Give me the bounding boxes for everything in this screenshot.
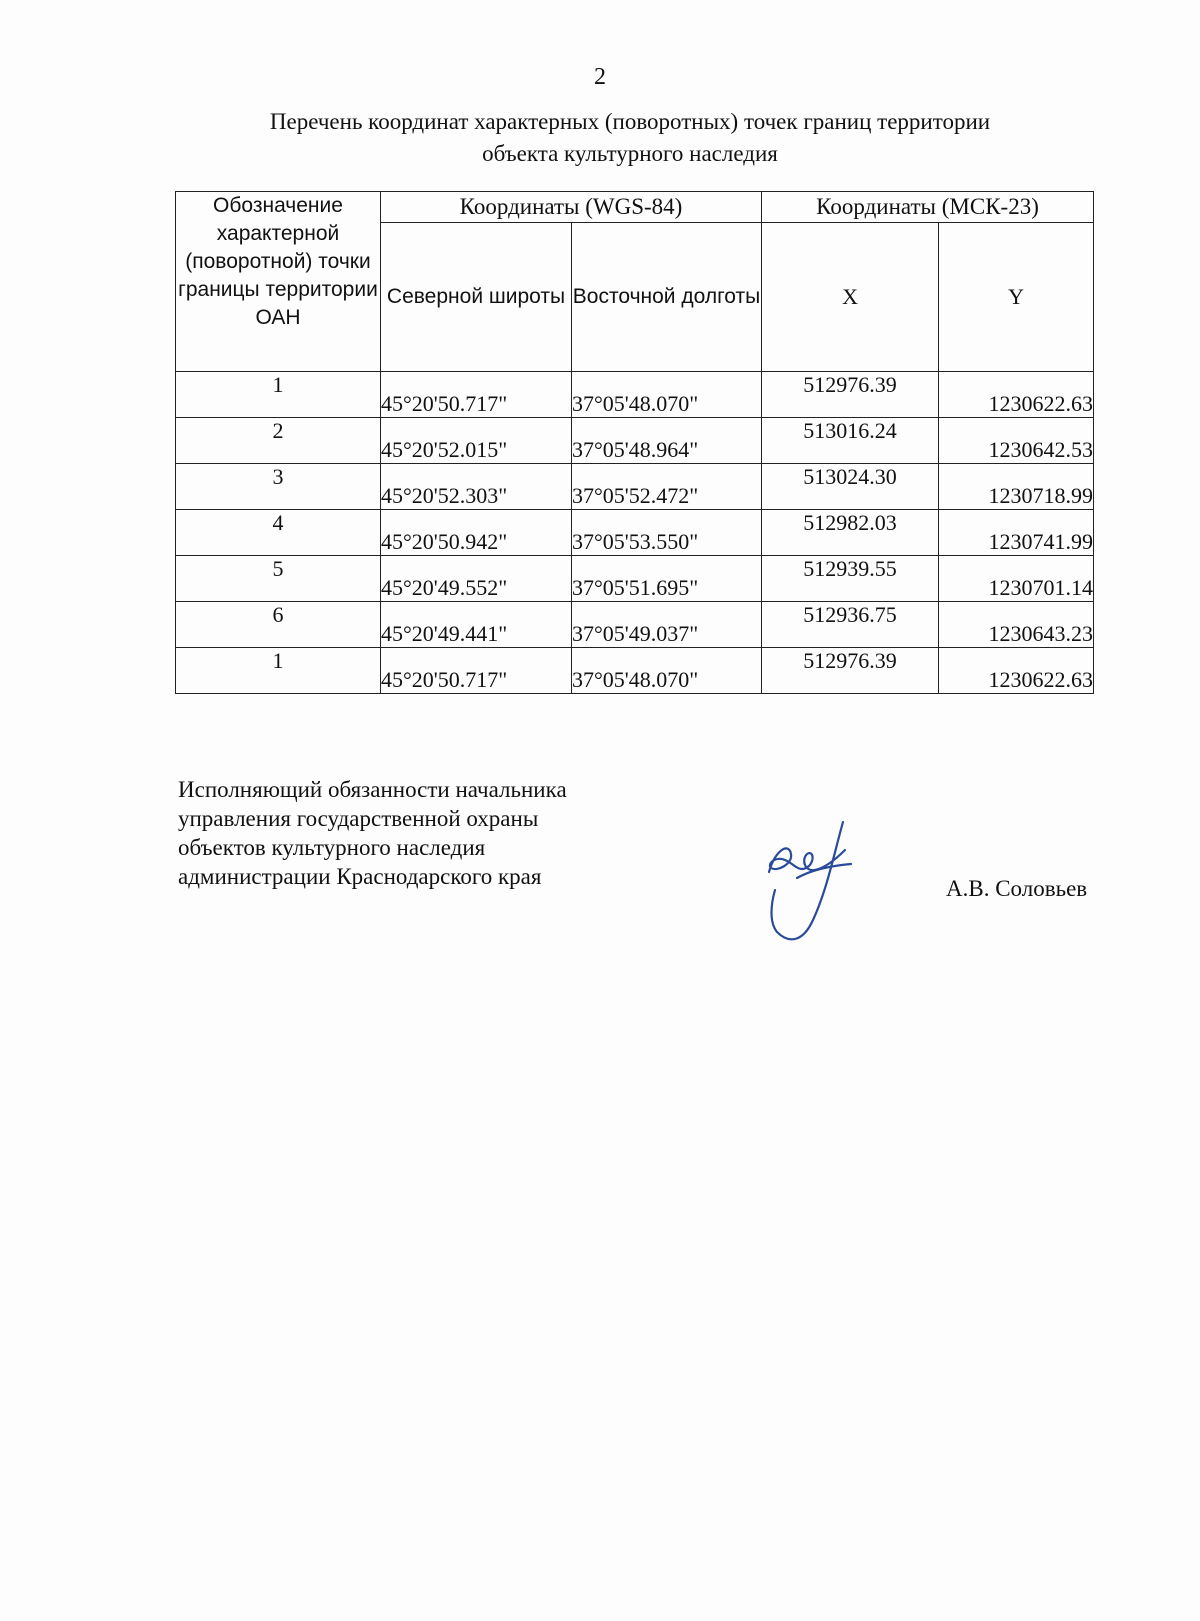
table-header-row <box>176 192 1094 223</box>
signatory-position <box>178 775 567 891</box>
cell-y: 1230642.53 <box>939 418 1094 464</box>
signatory-position-line-3: объектов культурного наследия <box>178 835 486 860</box>
cell-longitude: 37°05'53.550" <box>572 510 762 556</box>
cell-x: 512936.75 <box>762 602 939 648</box>
cell-point: 4 <box>176 510 381 556</box>
cell-y: 1230622.63 <box>939 372 1094 418</box>
header-longitude: Восточной долготы <box>572 223 762 372</box>
cell-x: 512976.39 <box>762 372 939 418</box>
cell-y: 1230741.99 <box>939 510 1094 556</box>
signer-name: А.В. Соловьев <box>946 876 1088 901</box>
page-number: 2 <box>594 64 606 90</box>
cell-y: 1230701.14 <box>939 556 1094 602</box>
cell-x: 512939.55 <box>762 556 939 602</box>
cell-latitude: 45°20'52.303" <box>381 464 572 510</box>
header-latitude: Северной широты <box>381 223 572 372</box>
cell-point: 5 <box>176 556 381 602</box>
document-title-line-1: Перечень координат характерных (поворотных) точек границ территории <box>269 109 991 134</box>
cell-x: 513024.30 <box>762 464 939 510</box>
document-title-line-2: объекта культурного наследия <box>482 141 778 166</box>
cell-x: 512976.39 <box>762 648 939 694</box>
cell-x: 513016.24 <box>762 418 939 464</box>
table-row <box>176 602 1094 648</box>
cell-latitude: 45°20'50.717" <box>381 648 572 694</box>
coordinates-table <box>175 191 1094 694</box>
cell-latitude: 45°20'49.552" <box>381 556 572 602</box>
cell-point: 1 <box>176 372 381 418</box>
cell-point: 3 <box>176 464 381 510</box>
cell-point: 6 <box>176 602 381 648</box>
signatory-position-line-1: Исполняющий обязанности начальника <box>178 777 567 802</box>
cell-x: 512982.03 <box>762 510 939 556</box>
cell-longitude: 37°05'51.695" <box>572 556 762 602</box>
table-row <box>176 464 1094 510</box>
cell-longitude: 37°05'48.070" <box>572 372 762 418</box>
cell-latitude: 45°20'50.942" <box>381 510 572 556</box>
signature-strokes <box>769 822 851 939</box>
cell-y: 1230718.99 <box>939 464 1094 510</box>
cell-latitude: 45°20'49.441" <box>381 602 572 648</box>
cell-longitude: 37°05'48.964" <box>572 418 762 464</box>
signatory-position-line-4: администрации Краснодарского края <box>178 864 542 889</box>
header-point-designation: Обозначение характерной (поворотной) точки границы территории ОАН <box>176 192 381 372</box>
header-msk23: Координаты (МСК-23) <box>762 192 1094 223</box>
cell-y: 1230643.23 <box>939 602 1094 648</box>
signatory-position-line-2: управления государственной охраны <box>178 806 539 831</box>
table-row <box>176 648 1094 694</box>
cell-longitude: 37°05'48.070" <box>572 648 762 694</box>
document-title <box>150 106 1110 170</box>
cell-point: 1 <box>176 648 381 694</box>
table-row <box>176 372 1094 418</box>
table-row <box>176 556 1094 602</box>
cell-latitude: 45°20'52.015" <box>381 418 572 464</box>
cell-longitude: 37°05'49.037" <box>572 602 762 648</box>
handwritten-signature <box>755 820 865 960</box>
table-row <box>176 418 1094 464</box>
header-wgs84: Координаты (WGS-84) <box>381 192 762 223</box>
cell-longitude: 37°05'52.472" <box>572 464 762 510</box>
table-row <box>176 510 1094 556</box>
cell-latitude: 45°20'50.717" <box>381 372 572 418</box>
cell-y: 1230622.63 <box>939 648 1094 694</box>
header-x: X <box>762 223 939 372</box>
header-y: Y <box>939 223 1094 372</box>
cell-point: 2 <box>176 418 381 464</box>
